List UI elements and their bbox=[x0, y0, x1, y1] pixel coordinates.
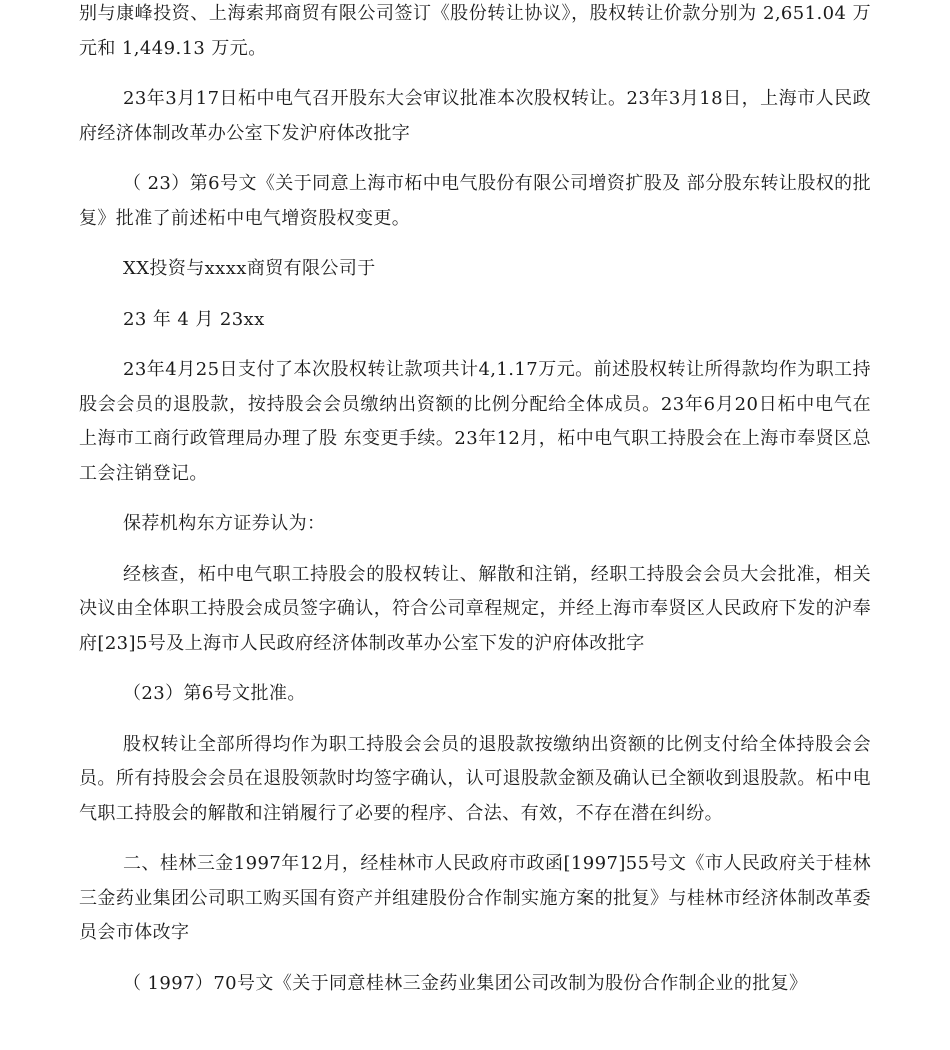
paragraph-3: （ 23）第6号文《关于同意上海市柘中电气股份有限公司增资扩股及 部分股东转让股权的批复》批准了前述柘中电气增资股权变更。 bbox=[79, 173, 871, 229]
paragraph-12: （ 1997）70号文《关于同意桂林三金药业集团公司改制为股份合作制企业的批复》 bbox=[123, 972, 808, 994]
paragraph-2: 23年3月17日柘中电气召开股东大会审议批准本次股权转让。23年3月18日，上海市人民政府经济体制改革办公室下发沪府体改批字 bbox=[79, 88, 871, 144]
paragraph-5: 23 年 4 月 23xx bbox=[123, 308, 265, 330]
paragraph-10: 股权转让全部所得均作为职工持股会会员的退股款按缴纳出资额的比例支付给全体持股会会员。所有持股会会员在退股领款时均签字确认，认可退股款金额及确认已全额收到退股款。柘中电气职工持股会的解散和注销履行了必要的程序、合法、有效，不存在潜在纠纷。 bbox=[79, 733, 871, 824]
paragraph-7: 保荐机构东方证券认为： bbox=[123, 513, 326, 534]
paragraph-9: （23）第6号文批准。 bbox=[123, 683, 306, 704]
paragraph-6: 23年4月25日支付了本次股权转让款项共计4,1.17万元。前述股权转让所得款均作为职工持股会会员的退股款，按持股会会员缴纳出资额的比例分配给全体成员。23年6月20日柘中电气在上海市工商行政管理局办理了股 东变更手续。23年12月，柘中电气职工持股会在上海市奉贤区总工会注销登记。 bbox=[79, 359, 871, 484]
paragraph-8: 经核查，柘中电气职工持股会的股权转让、解散和注销，经职工持股会会员大会批准，相关决议由全体职工持股会成员签字确认，符合公司章程规定，并经上海市奉贤区人民政府下发的沪奉府[23]5号及上海市人民政府经济体制改革办公室下发的沪府体改批字 bbox=[79, 563, 871, 654]
paragraph-4: XX投资与xxxx商贸有限公司于 bbox=[123, 258, 376, 279]
document-page bbox=[79, 0, 871, 1001]
paragraph-1: 别与康峰投资、上海索邦商贸有限公司签订《股份转让协议》，股权转让价款分别为 2,651.04 万元和 1,449.13 万元。 bbox=[79, 3, 871, 59]
paragraph-11: 二、桂林三金1997年12月，经桂林市人民政府市政函[1997]55号文《市人民政府关于桂林三金药业集团公司职工购买国有资产并组建股份合作制实施方案的批复》与桂林市经济体制改革委员会市体改字 bbox=[79, 853, 871, 943]
